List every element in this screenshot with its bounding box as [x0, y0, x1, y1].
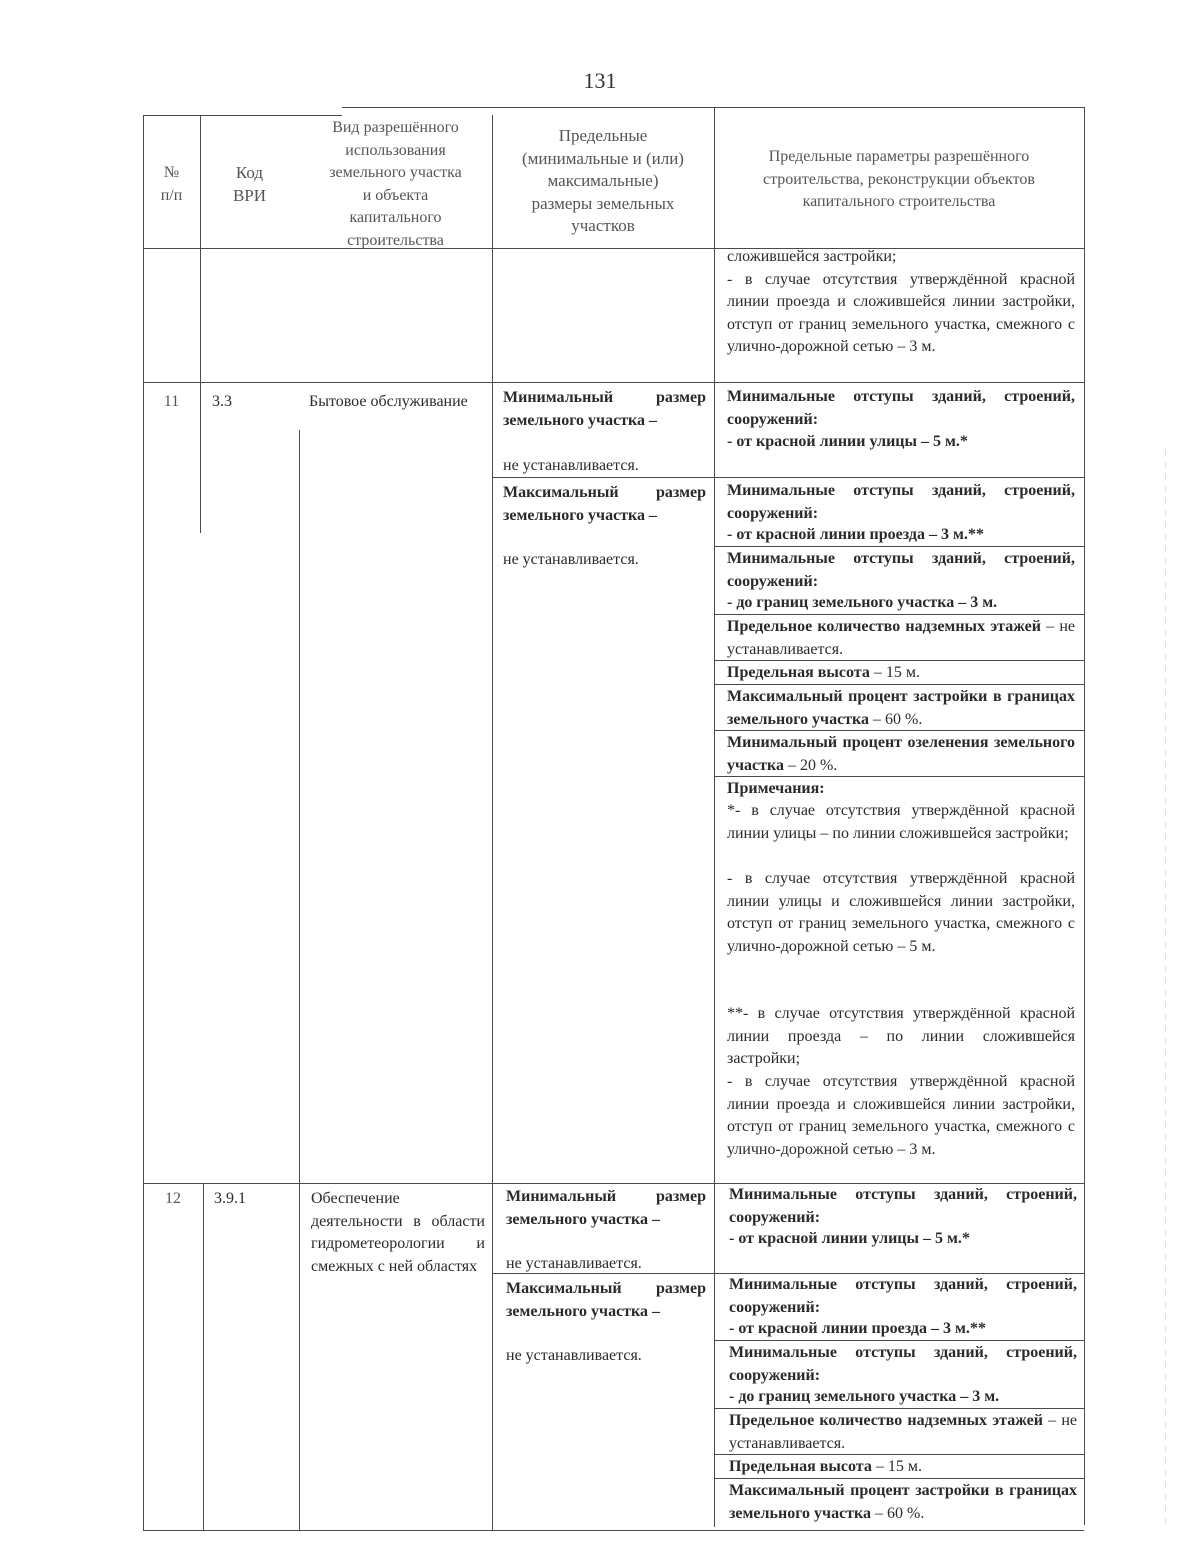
param-setback-title: Минимальные отступы зданий, строений, сооружений: [729, 1344, 1077, 1384]
col-divider-3 [492, 115, 493, 1530]
min-size-value: не устанавливается. [506, 1255, 642, 1272]
param-floors-title: Предельное количество надземных этажей [729, 1412, 1043, 1429]
vri-code: 3.3 [212, 393, 232, 410]
param-setback-title: Минимальные отступы зданий, строений, сооружений: [727, 388, 1075, 428]
header-code: Код ВРИ [232, 163, 267, 205]
param-setback-title: Минимальные отступы зданий, строений, сооружений: [727, 550, 1075, 590]
param-greening-title: Минимальный процент озеленения земельного участка [727, 734, 1075, 774]
min-size-title: Минимальный размер земельного участка – [503, 389, 706, 429]
permitted-use: Обеспечение деятельности в области гидрометеорологии и смежных с ней областях [311, 1190, 485, 1275]
param-greening [727, 732, 1075, 777]
param-height-title: Предельная высота [729, 1458, 872, 1475]
table-left-border [143, 115, 144, 1530]
vri-code: 3.9.1 [214, 1190, 246, 1207]
col-divider-4 [714, 107, 715, 1527]
param-setback-title: Минимальные отступы зданий, строений, сооружений: [729, 1276, 1077, 1316]
page-number: 131 [583, 68, 617, 93]
param-height-value: – 15 м. [871, 1458, 922, 1475]
note-item: *- в случае отсутствия утверждённой красной линии улицы – по линии сложившейся застройки; [727, 802, 1075, 842]
scan-edge-artifact [1165, 450, 1166, 1530]
table-top-border-right [342, 107, 1084, 108]
param-coverage [729, 1480, 1077, 1525]
note-item: - в случае отсутствия утверждённой красной линии проезда и сложившейся линии застройки, отступ от границ земельного участка, смежного с улично-дорожной сетью – 3 м. [727, 1073, 1075, 1158]
param-floors-title: Предельное количество надземных этажей [727, 618, 1041, 635]
permitted-use: Бытовое обслуживание [309, 393, 468, 410]
row-11-top-rule [143, 382, 1084, 383]
param-height [727, 662, 1075, 685]
param-height-title: Предельная высота [727, 664, 870, 681]
param-setback-title: Минимальные отступы зданий, строений, сооружений: [729, 1186, 1077, 1226]
param-setback-title: Минимальные отступы зданий, строений, сооружений: [727, 482, 1075, 522]
param-floors-value: – не устанавливается. [729, 1412, 1077, 1452]
max-size-title: Максимальный размер земельного участка – [503, 484, 706, 524]
min-size-title: Минимальный размер земельного участка – [506, 1188, 706, 1228]
param-floors [727, 616, 1075, 661]
note-item: - в случае отсутствия утверждённой красной линии улицы и сложившейся линии застройки, отступ от границ земельного участка, смежного с улично-дорожной сетью – 5 м. [727, 870, 1075, 955]
param-coverage-title: Максимальный процент застройки в границах земельного участка [727, 688, 1075, 728]
param-height-value: – 15 м. [869, 664, 920, 681]
param-greening-value: – 20 %. [783, 756, 838, 774]
notes-title: Примечания: [727, 780, 825, 797]
col-divider-1b [203, 1183, 204, 1530]
header-num: № п/п [160, 164, 183, 204]
param-setback-value: - до границ земельного участка – 3 м. [727, 594, 998, 611]
param-floors-value: – не устанавливается. [727, 618, 1075, 658]
header-params: Предельные параметры разрешённого строительства, реконструкции объектов капитального строительства [763, 148, 1035, 210]
param-setback-value: - от красной линии проезда – 3 м.** [729, 1320, 986, 1337]
table-bottom-border [143, 1530, 1084, 1531]
param-floors [729, 1410, 1077, 1455]
max-size-value: не устанавливается. [503, 551, 639, 568]
param-setback-value: - от красной линии проезда – 3 м.** [727, 526, 984, 543]
param-setback-value: - от красной линии улицы – 5 м.* [729, 1230, 970, 1247]
param-coverage-value: – 60 %. [869, 710, 923, 728]
param-coverage-value: – 60 %. [871, 1504, 925, 1522]
table-right-border [1084, 107, 1085, 1525]
max-size-value: не устанавливается. [506, 1347, 642, 1364]
param-height [729, 1456, 1077, 1479]
note-item: **- в случае отсутствия утверждённой красной линии проезда – по линии сложившейся застройки; [727, 1005, 1075, 1067]
param-setback-value: - до границ земельного участка – 3 м. [729, 1388, 1000, 1405]
continuation-note: сложившейся застройки; - в случае отсутствия утверждённой красной линии проезда и сложившейся линии застройки, отступ от границ земельного участка, смежного с улично-дорожной сетью – 3 м. [727, 248, 1075, 355]
row-num: 12 [165, 1190, 181, 1207]
param-coverage [727, 686, 1075, 731]
max-size-title: Максимальный размер земельного участка – [506, 1280, 706, 1320]
header-use: Вид разрешённого использования земельного участка и объекта капитального строительства [329, 119, 462, 249]
header-size: Предельные (минимальные и (или) максимальные) размеры земельных участков [522, 126, 684, 235]
param-coverage-title: Максимальный процент застройки в границах земельного участка [729, 1482, 1077, 1522]
table-top-border-left [143, 115, 342, 116]
param-setback-value: - от красной линии улицы – 5 м.* [727, 433, 968, 450]
row-num: 11 [163, 393, 180, 410]
min-size-value: не устанавливается. [503, 457, 639, 474]
col-divider-2 [299, 430, 300, 1530]
